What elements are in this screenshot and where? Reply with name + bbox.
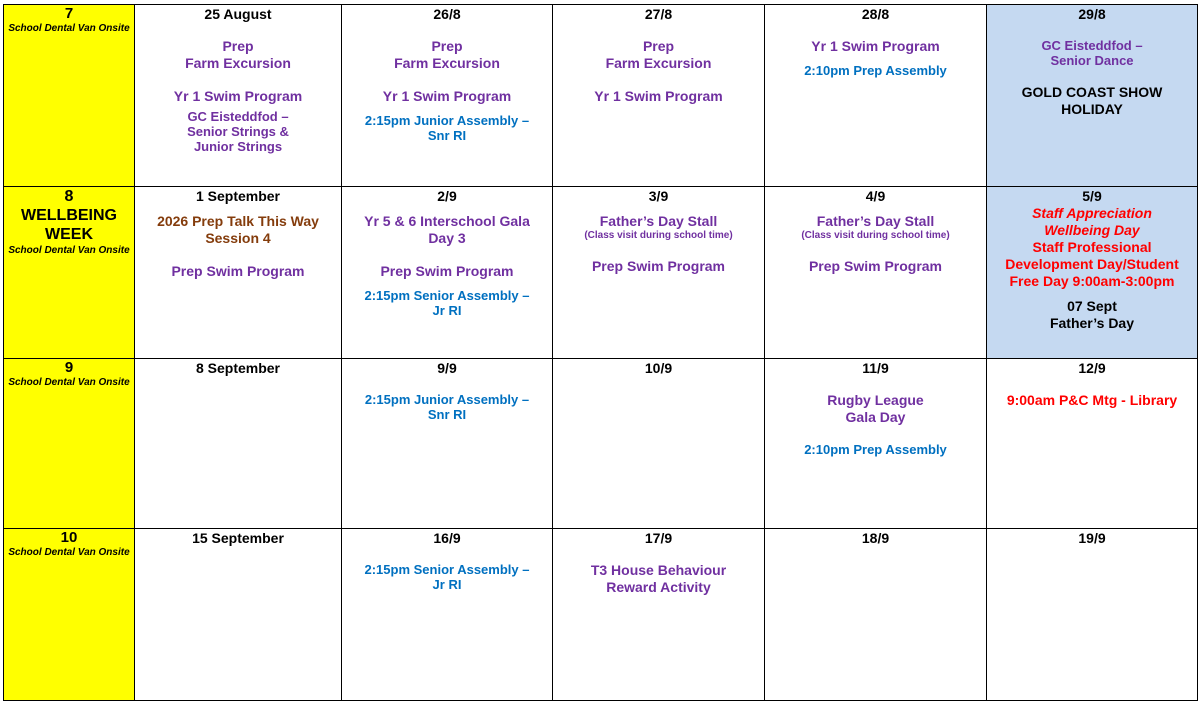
event-text: Father’s Day Stall	[816, 213, 935, 229]
event-text: Yr 1 Swim Program	[382, 88, 512, 104]
event-text: (Class visit during school time)	[584, 230, 733, 241]
event-text: 2026 Prep Talk This Way	[157, 213, 319, 229]
event-text: Snr RI	[427, 128, 467, 143]
event-text: Senior Strings &	[187, 124, 289, 139]
event-text: GC Eisteddfod –	[1041, 38, 1143, 53]
event-text: Rugby League	[827, 392, 924, 408]
event-text: Farm Excursion	[394, 55, 500, 71]
event-text: Wellbeing Day	[1044, 222, 1140, 238]
event-text: Prep	[431, 38, 463, 54]
event-text: Day 3	[428, 230, 466, 246]
week-row	[4, 187, 1198, 359]
day-cell	[135, 359, 342, 529]
week-cell	[4, 359, 135, 529]
event-text: 2:15pm Senior Assembly –	[364, 562, 530, 577]
day-date: 15 September	[192, 530, 284, 546]
day-date: 11/9	[862, 360, 889, 376]
day-date: 12/9	[1078, 360, 1106, 376]
week-number: 8	[64, 188, 74, 205]
day-cell	[342, 529, 553, 701]
event-text: Session 4	[205, 230, 271, 246]
event-text: 2:10pm Prep Assembly	[804, 442, 947, 457]
event-text: Jr RI	[432, 577, 462, 592]
day-cell	[342, 5, 553, 187]
week-number: 7	[64, 5, 74, 22]
event-text: 2:10pm Prep Assembly	[804, 63, 947, 78]
event-text: Staff Professional	[1032, 239, 1152, 255]
event-text: Father’s Day	[1049, 315, 1135, 331]
event-text: Development Day/Student	[1005, 256, 1179, 272]
event-text: Prep Swim Program	[171, 263, 305, 279]
event-text: Farm Excursion	[605, 55, 712, 71]
event-text: GC Eisteddfod –	[187, 109, 289, 124]
day-cell	[342, 359, 553, 529]
day-cell	[135, 529, 342, 701]
week-row	[4, 5, 1198, 187]
week-number: 10	[60, 529, 78, 546]
week-row	[4, 359, 1198, 529]
week-note: School Dental Van Onsite	[8, 377, 130, 388]
day-cell	[987, 359, 1198, 529]
week-row	[4, 529, 1198, 701]
day-cell	[553, 5, 765, 187]
day-date: 27/8	[644, 6, 673, 22]
event-text: Prep Swim Program	[591, 258, 726, 274]
event-text: Reward Activity	[606, 579, 711, 595]
event-text: Jr RI	[432, 303, 462, 318]
week-cell	[4, 187, 135, 359]
event-text: Yr 5 & 6 Interschool Gala	[364, 213, 530, 229]
day-cell	[342, 187, 553, 359]
day-date: 8 September	[195, 360, 281, 376]
event-text: 2:15pm Junior Assembly –	[364, 392, 530, 407]
event-text: Father’s Day Stall	[599, 213, 718, 229]
event-text: Senior Dance	[1050, 53, 1134, 68]
day-date: 2/9	[437, 188, 457, 204]
school-calendar-table	[3, 4, 1198, 701]
event-text: T3 House Behaviour	[590, 562, 727, 578]
day-date: 18/9	[861, 530, 890, 546]
event-text: Snr RI	[427, 407, 467, 422]
event-text: Prep Swim Program	[808, 258, 943, 274]
day-date: 29/8	[1078, 6, 1106, 22]
event-text: 2:15pm Junior Assembly –	[364, 113, 530, 128]
day-cell	[553, 187, 765, 359]
event-text: 07 Sept	[1067, 298, 1117, 314]
day-date: 16/9	[433, 530, 461, 546]
week-title: WELLBEING WEEK	[21, 207, 117, 243]
event-text: Yr 1 Swim Program	[594, 88, 723, 104]
day-cell	[987, 529, 1198, 701]
event-text: Prep	[222, 38, 254, 54]
event-text: 2:15pm Senior Assembly –	[364, 288, 530, 303]
day-cell	[765, 359, 987, 529]
day-cell-holiday	[987, 5, 1198, 187]
day-cell	[553, 529, 765, 701]
event-text: Yr 1 Swim Program	[811, 38, 940, 54]
day-cell	[135, 5, 342, 187]
event-text: Staff Appreciation	[1032, 205, 1152, 221]
day-cell-holiday	[987, 187, 1198, 359]
week-note: School Dental Van Onsite	[8, 547, 130, 558]
day-date: 28/8	[861, 6, 890, 22]
week-note: School Dental Van Onsite	[8, 23, 130, 34]
event-text: Prep	[642, 38, 675, 54]
day-cell	[765, 529, 987, 701]
week-note: School Dental Van Onsite	[8, 245, 130, 256]
day-date: 1 September	[195, 188, 281, 204]
event-text: Farm Excursion	[185, 55, 291, 71]
day-date: 4/9	[865, 188, 886, 204]
event-text: Prep Swim Program	[380, 263, 514, 279]
event-text: Junior Strings	[193, 139, 283, 154]
day-date: 17/9	[644, 530, 673, 546]
day-date: 5/9	[1082, 188, 1102, 204]
day-date: 25 August	[204, 6, 272, 22]
week-cell	[4, 5, 135, 187]
day-date: 3/9	[648, 188, 669, 204]
event-text: 9:00am P&C Mtg - Library	[1006, 392, 1178, 408]
event-text: HOLIDAY	[1061, 101, 1123, 117]
event-text: Gala Day	[845, 409, 906, 425]
day-cell	[135, 187, 342, 359]
event-text: (Class visit during school time)	[801, 230, 950, 241]
day-date: 19/9	[1078, 530, 1106, 546]
week-cell	[4, 529, 135, 701]
day-cell	[553, 359, 765, 529]
day-date: 10/9	[644, 360, 673, 376]
event-text: Yr 1 Swim Program	[173, 88, 303, 104]
day-cell	[765, 187, 987, 359]
day-date: 26/8	[433, 6, 461, 22]
day-date: 9/9	[437, 360, 457, 376]
day-cell	[765, 5, 987, 187]
event-text: Free Day 9:00am-3:00pm	[1009, 273, 1175, 289]
week-number: 9	[64, 359, 74, 376]
event-text: GOLD COAST SHOW	[1021, 84, 1163, 100]
